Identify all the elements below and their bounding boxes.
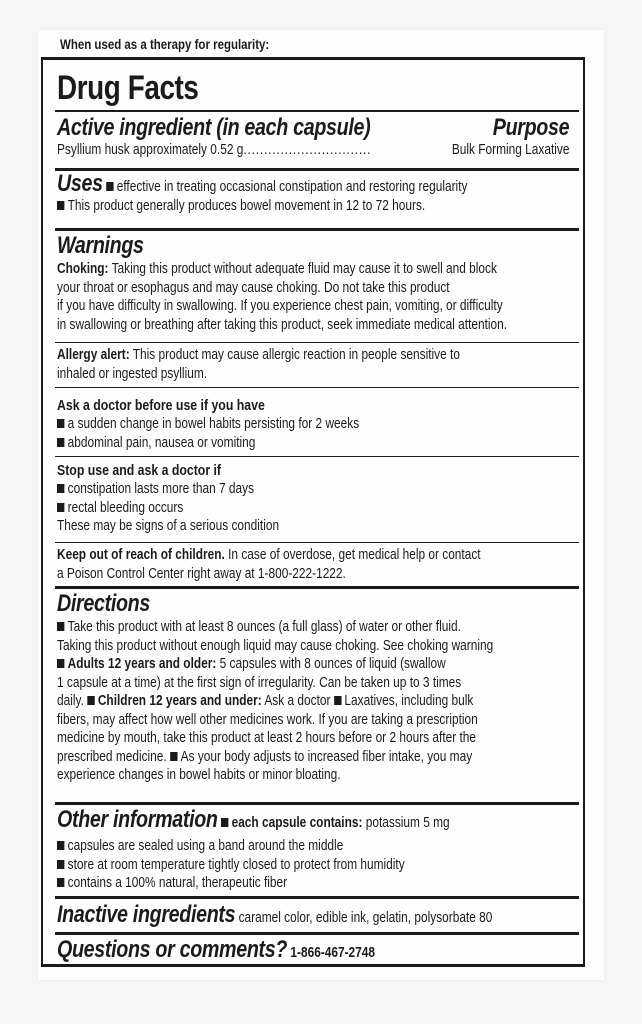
- directions-text: As your body adjusts to increased fiber intake, you may: [180, 748, 473, 765]
- directions-text: medicine by mouth, take this product at least 2 hours before or 2 hours after the: [57, 730, 477, 746]
- ask-doctor-section: [57, 396, 575, 452]
- ingredient-name: Psyllium husk approximately 0.52 g: [57, 142, 244, 158]
- divider: [55, 168, 579, 171]
- allergy-label: Allergy alert:: [57, 347, 130, 363]
- bullet-icon: [57, 878, 64, 887]
- bullet-icon: [57, 841, 64, 850]
- directions-text: Take this product with at least 8 ounces (a full glass) of water or other fluid.: [67, 619, 461, 635]
- bullet-icon: [334, 696, 341, 705]
- bullet-icon: [57, 860, 64, 869]
- other-info-text: potassium 5 mg: [362, 815, 450, 831]
- choking-text: Taking this product without adequate fluid may cause it to swell and block: [108, 261, 497, 277]
- questions-section: [57, 935, 575, 968]
- inactive-ingredients-text: caramel color, edible ink, gelatin, polysorbate 80: [235, 910, 493, 926]
- active-ingredient-heading: Active ingredient (in each capsule): [57, 114, 371, 141]
- bullet-icon: [106, 182, 113, 191]
- children-label: Children 12 years and under:: [97, 693, 262, 709]
- divider: [55, 802, 579, 805]
- bullet-icon: [87, 696, 94, 705]
- adults-label: Adults 12 years and older:: [67, 656, 217, 672]
- bullet-icon: [57, 622, 64, 631]
- choking-text: in swallowing or breathing after taking this product, seek immediate medical attention.: [57, 316, 508, 333]
- bullet-icon: [57, 503, 64, 512]
- divider: [55, 228, 579, 231]
- ask-doctor-heading: Ask a doctor before use if you have: [57, 397, 265, 414]
- keep-out-section: [57, 546, 575, 583]
- bullet-icon: [57, 484, 64, 493]
- directions-text: daily.: [57, 693, 88, 709]
- top-note: When used as a therapy for regularity:: [60, 36, 270, 52]
- directions-heading: Directions: [57, 590, 150, 617]
- other-information-section: [57, 806, 575, 893]
- list-item: constipation lasts more than 7 days: [67, 481, 255, 497]
- drug-facts-title-block: [57, 70, 575, 106]
- warnings-section: [57, 232, 575, 334]
- list-item: abdominal pain, nausea or vomiting: [67, 434, 256, 451]
- uses-heading: Uses: [57, 170, 103, 197]
- directions-text: Laxatives, including bulk: [344, 693, 474, 709]
- questions-phone: 1-866-467-2748: [287, 945, 376, 961]
- stop-use-heading: Stop use and ask a doctor if: [57, 462, 222, 479]
- choking-label: Choking:: [57, 261, 109, 277]
- directions-text: experience changes in bowel habits or minor bloating.: [57, 767, 341, 783]
- list-item: rectal bleeding occurs: [67, 499, 184, 516]
- list-item: capsules are sealed using a band around the middle: [67, 838, 344, 854]
- uses-line: This product generally produces bowel movement in 12 to 72 hours.: [67, 197, 426, 214]
- allergy-text: inhaled or ingested psyllium.: [57, 365, 208, 382]
- directions-text: prescribed medicine.: [57, 748, 171, 765]
- directions-text: fibers, may affect how well other medicines work. If you are taking a prescription: [57, 711, 478, 728]
- active-ingredient-section: [57, 112, 575, 168]
- divider: [55, 387, 579, 388]
- keep-out-text: a Poison Control Center right away at 1-800-222-1222.: [57, 565, 346, 582]
- inactive-ingredients-section: [57, 900, 575, 933]
- other-information-heading: Other information: [57, 806, 218, 833]
- directions-text: Taking this product without enough liquid may cause choking. See choking warning: [57, 637, 494, 654]
- directions-text: 5 capsules with 8 ounces of liquid (swallow: [216, 656, 446, 672]
- uses-section: [57, 170, 575, 215]
- allergy-text: This product may cause allergic reaction in people sensitive to: [129, 347, 460, 363]
- drug-facts-panel: [41, 57, 585, 967]
- capsule-contains-label: each capsule contains:: [231, 815, 363, 831]
- keep-out-label: Keep out of reach of children.: [57, 547, 225, 563]
- list-item: store at room temperature tightly closed to protect from humidity: [67, 856, 405, 873]
- uses-line: effective in treating occasional constipation and restoring regularity: [116, 179, 468, 195]
- purpose-text: Bulk Forming Laxative: [451, 142, 569, 158]
- bullet-icon: [57, 438, 64, 447]
- bullet-icon: [170, 752, 177, 761]
- divider: [55, 542, 579, 543]
- list-item: contains a 100% natural, therapeutic fiber: [67, 875, 288, 891]
- stop-use-note: These may be signs of a serious condition: [57, 518, 280, 534]
- leader-dots: ...............................: [243, 142, 372, 158]
- bullet-icon: [57, 201, 64, 210]
- inactive-ingredients-heading: Inactive ingredients: [57, 901, 236, 928]
- keep-out-text: In case of overdose, get medical help or contact: [224, 547, 481, 563]
- allergy-alert-section: [57, 346, 575, 383]
- choking-text: if you have difficulty in swallowing. If you experience chest pain, vomiting, or difficulty: [57, 298, 503, 314]
- purpose-heading: Purpose: [492, 114, 569, 141]
- drug-facts-title: Drug Facts: [57, 69, 199, 107]
- bullet-icon: [57, 659, 64, 668]
- divider: [55, 896, 579, 899]
- divider: [55, 342, 579, 343]
- choking-text: your throat or esophagus and may cause choking. Do not take this product: [57, 279, 450, 296]
- bullet-icon: [57, 419, 64, 428]
- warnings-heading: Warnings: [57, 232, 144, 259]
- active-ingredient-line: [57, 141, 371, 160]
- bullet-icon: [221, 818, 228, 827]
- list-item: a sudden change in bowel habits persisting for 2 weeks: [67, 416, 360, 432]
- stop-use-section: [57, 461, 575, 536]
- directions-text: 1 capsule at a time) at the first sign of irregularity. Can be taken up to 3 times: [57, 674, 462, 691]
- questions-heading: Questions or comments?: [57, 936, 288, 963]
- divider: [55, 456, 579, 457]
- directions-text: Ask a doctor: [261, 693, 334, 709]
- directions-section: [57, 590, 575, 785]
- divider: [55, 586, 579, 589]
